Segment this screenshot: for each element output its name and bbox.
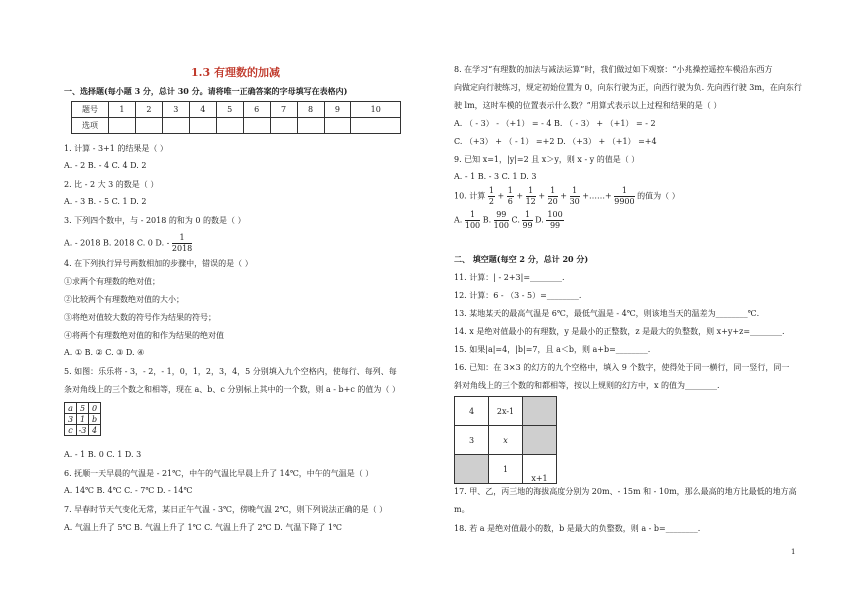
grid-row (455, 397, 557, 426)
answer-cell[interactable] (162, 118, 189, 134)
fraction (548, 186, 558, 207)
question-line: 向做定向行驶练习，规定初始位置为 0，向东行驶为正，向西行驶为负. 先向西行驶 3m，在向东行 (454, 83, 802, 92)
grid-row (65, 425, 101, 436)
grid-cell: b (89, 414, 101, 425)
fraction-denominator: 6 (507, 197, 513, 206)
fraction-numerator: 1 (465, 210, 480, 221)
grid-cell: x+1 (523, 455, 557, 484)
question-line: 4. 在下列执行异号两数相加的步骤中，错误的是（ ） (64, 259, 253, 268)
question-line: 10. 计算 $\frac{1}{2}$ + $\frac{1}{6}$ + $\frac{1}{12}$ + $\frac{1}{20}$ + $\frac{1}{30}$ +……+ $\frac{1}{9900}$ 的值为（ ） (454, 186, 680, 206)
question-line: 斜对角线上的三个数的和都相等，按以上规则的幻方中，x 的值为________. (454, 381, 720, 390)
number-grid (64, 402, 101, 436)
question-suffix: 的值为（ ） (637, 191, 680, 201)
answer-cell[interactable] (351, 118, 401, 134)
grid-cell: 3 (455, 426, 489, 455)
section-heading-fill: 二、 填空题(每空 2 分，总计 20 分) (454, 254, 589, 264)
question-line: 14. x 是绝对值最小的有理数，y 是最小的正整数，z 是最大的负整数，则 x+y+z=________. (454, 327, 785, 336)
grid-cell: 4 (89, 425, 101, 436)
fraction-numerator: 99 (494, 210, 509, 221)
page-number: 1 (791, 548, 796, 556)
question-line: 1. 计算 - 3+1 的结果是（ ） (64, 144, 168, 153)
answer-cell[interactable] (297, 118, 324, 134)
question-line: 2. 比 - 2 大 3 的数是（ ） (64, 180, 159, 189)
section-heading-choice: 一、选择题(每小题 3 分，总计 30 分。请将唯一正确答案的字母填写在表格内) (64, 86, 348, 96)
table-header-cell: 题号 (72, 102, 109, 118)
fraction (507, 186, 514, 207)
fraction-numerator: 1 (570, 186, 580, 197)
question-line: 9. 已知 x=1，|y|=2 且 x＞y，则 x - y 的值是（ ） (454, 155, 640, 164)
question-line: 6. 抚顺一天早晨的气温是 - 21℃，中午的气温比早晨上升了 14℃，中午的气温是（ ） (64, 469, 374, 478)
table-cell: 7 (270, 102, 297, 118)
table-cell: 10 (351, 102, 401, 118)
option-label: D. (535, 215, 544, 225)
grid-cell-shaded (523, 397, 557, 426)
fraction-numerator: 1 (614, 186, 634, 197)
answer-cell[interactable] (189, 118, 216, 134)
grid-cell: 1 (489, 455, 523, 484)
fraction-denominator: 20 (547, 197, 558, 206)
step-line: ④将两个有理数绝对值的和作为结果的绝对值 (64, 331, 224, 340)
grid-cell: 4 (455, 397, 489, 426)
fraction (522, 210, 532, 231)
option-line (454, 210, 564, 231)
fraction-numerator: 1 (526, 186, 536, 197)
grid-row (455, 426, 557, 455)
fraction-denominator: 2018 (171, 244, 193, 253)
fraction-denominator: 12 (525, 197, 536, 206)
grid-cell: 2x-1 (489, 397, 523, 426)
grid-cell: x (489, 426, 523, 455)
answer-table (71, 101, 401, 134)
fraction (494, 210, 509, 231)
option-label: B. (482, 215, 492, 225)
fraction-denominator: 2 (488, 197, 494, 206)
question-line: 16. 已知：在 3×3 的幻方的九个空格中，填入 9 个数字，使得处于同一横行，同一竖行，同一 (454, 363, 790, 372)
grid-row (455, 455, 557, 484)
fraction-numerator: 100 (547, 210, 563, 219)
option-line: A. - 2 B. - 4 C. 4 D. 2 (64, 161, 147, 170)
fraction (465, 210, 480, 231)
magic-square (454, 396, 557, 484)
step-line: ③将绝对值较大数的符号作为结果的符号； (64, 313, 216, 322)
table-cell: 3 (162, 102, 189, 118)
grid-row (65, 414, 101, 425)
question-line: 3. 下列四个数中，与 - 2018 的和为 0 的数是（ ） (64, 216, 246, 225)
fraction-numerator: 1 (488, 186, 494, 195)
option-line: A. （ - 3） - （+1） = - 4 B. （ - 3） + （+1） = - 2 (454, 119, 656, 128)
question-line: 7. 早春时节天气变化无常，某日正午气温 - 3℃，傍晚气温 2℃，则下列说法正确的是（ ） (64, 505, 388, 514)
step-line: ①求两个有理数的绝对值； (64, 277, 160, 286)
answer-cell[interactable] (216, 118, 243, 134)
question-line: m。 (454, 505, 470, 514)
fraction (488, 186, 495, 207)
fraction-denominator: 99 (522, 221, 533, 230)
option-label: C. (511, 215, 520, 225)
option-line: A. 气温上升了 5℃ B. 气温上升了 1℃ C. 气温上升了 2℃ D. 气温下降了 1℃ (64, 523, 342, 532)
table-cell: 4 (189, 102, 216, 118)
page-title: 1.3 有理数的加减 (191, 66, 280, 79)
option-line: A. - 3 B. - 5 C. 1 D. 2 (64, 197, 147, 206)
question-line: 15. 如果|a|=4，|b|=7，且 a＜b，则 a+b=________. (454, 345, 651, 354)
question-line: 18. 若 a 是绝对值最小的数，b 是最大的负整数，则 a - b=________. (454, 524, 701, 533)
grid-cell: a (65, 403, 77, 414)
fraction-numerator: 1 (548, 186, 558, 197)
table-row (72, 118, 401, 134)
option-line: A. - 1 B. - 3 C. 1 D. 3 (454, 172, 537, 181)
fraction (546, 210, 563, 231)
step-line: ②比较两个有理数绝对值的大小； (64, 295, 184, 304)
grid-cell-shaded (523, 426, 557, 455)
grid-cell: 1 (77, 414, 89, 425)
option-label: A. (454, 215, 463, 225)
grid-cell: -3 (77, 425, 89, 436)
option-text: A. - 2018 B. 2018 C. 0 D. - (64, 238, 170, 248)
table-row (72, 102, 401, 118)
grid-cell: 5 (77, 403, 89, 414)
table-cell: 9 (324, 102, 351, 118)
grid-cell: 0 (89, 403, 101, 414)
question-line: 条对角线上的三个数之和相等，现在 a、b、c 分别标上其中的一个数，则 a - b+c 的值为（ ） (64, 385, 400, 394)
grid-cell: c (65, 425, 77, 436)
fraction-numerator: 1 (507, 186, 513, 195)
table-cell: 6 (243, 102, 270, 118)
question-line: 5. 如图：乐乐将 - 3，- 2，- 1，0，1，2，3，4，5 分别填入九个空格内，使每行、每列、每 (64, 367, 397, 376)
question-line: 13. 某地某天的最高气温是 6℃，最低气温是 - 4℃，则该地当天的温差为________℃. (454, 309, 760, 318)
answer-cell[interactable] (135, 118, 162, 134)
fraction-denominator: 100 (464, 221, 481, 230)
fraction (172, 233, 192, 254)
fraction (526, 186, 536, 207)
answer-cell[interactable] (270, 118, 297, 134)
question-line: 12. 计算：6 - （3 - 5）=________. (454, 291, 582, 300)
question-line: 17. 甲、乙，丙三地的海拔高度分别为 20m、- 15m 和 - 10m，那么最高的地方比最低的地方高 (454, 487, 797, 496)
answer-cell[interactable] (109, 118, 136, 134)
fraction-numerator: 1 (522, 210, 532, 221)
option-line (64, 233, 192, 254)
question-line: 驶 lm，这时车模的位置表示什么数？”用算式表示以上过程和结果的是（ ） (454, 101, 722, 110)
grid-cell: 3 (65, 414, 77, 425)
table-cell: 5 (216, 102, 243, 118)
fraction-numerator: 1 (172, 233, 192, 244)
fraction-denominator: 100 (493, 221, 509, 230)
answer-cell[interactable] (243, 118, 270, 134)
option-line: C. （+3） + （ - 1） =+2 D. （+3） + （+1） =+4 (454, 137, 657, 146)
question-line: 8. 在学习“有理数的加法与减法运算”时，我们做过如下观察：“小兆操控遥控车模沿东西方 (454, 65, 773, 74)
grid-row (65, 403, 101, 414)
fraction-denominator: 30 (569, 197, 580, 206)
table-cell: 8 (297, 102, 324, 118)
option-line: A. ① B. ② C. ③ D. ④ (64, 348, 145, 357)
fraction-denominator: 9900 (614, 197, 635, 206)
table-cell: 1 (109, 102, 136, 118)
grid-cell-shaded (455, 455, 489, 484)
option-line: A. - 1 B. 0 C. 1 D. 3 (64, 450, 142, 459)
fraction (570, 186, 580, 207)
option-line: A. 14℃ B. 4℃ C. - 7℃ D. - 14℃ (64, 486, 193, 495)
fraction (614, 186, 634, 207)
table-cell: 2 (135, 102, 162, 118)
question-prefix: 10. 计算 (454, 191, 486, 201)
answer-cell[interactable] (324, 118, 351, 134)
fraction-denominator: 99 (549, 221, 561, 230)
question-line: 11. 计算：| - 2+3|=________. (454, 273, 565, 282)
table-header-cell: 选项 (72, 118, 109, 134)
